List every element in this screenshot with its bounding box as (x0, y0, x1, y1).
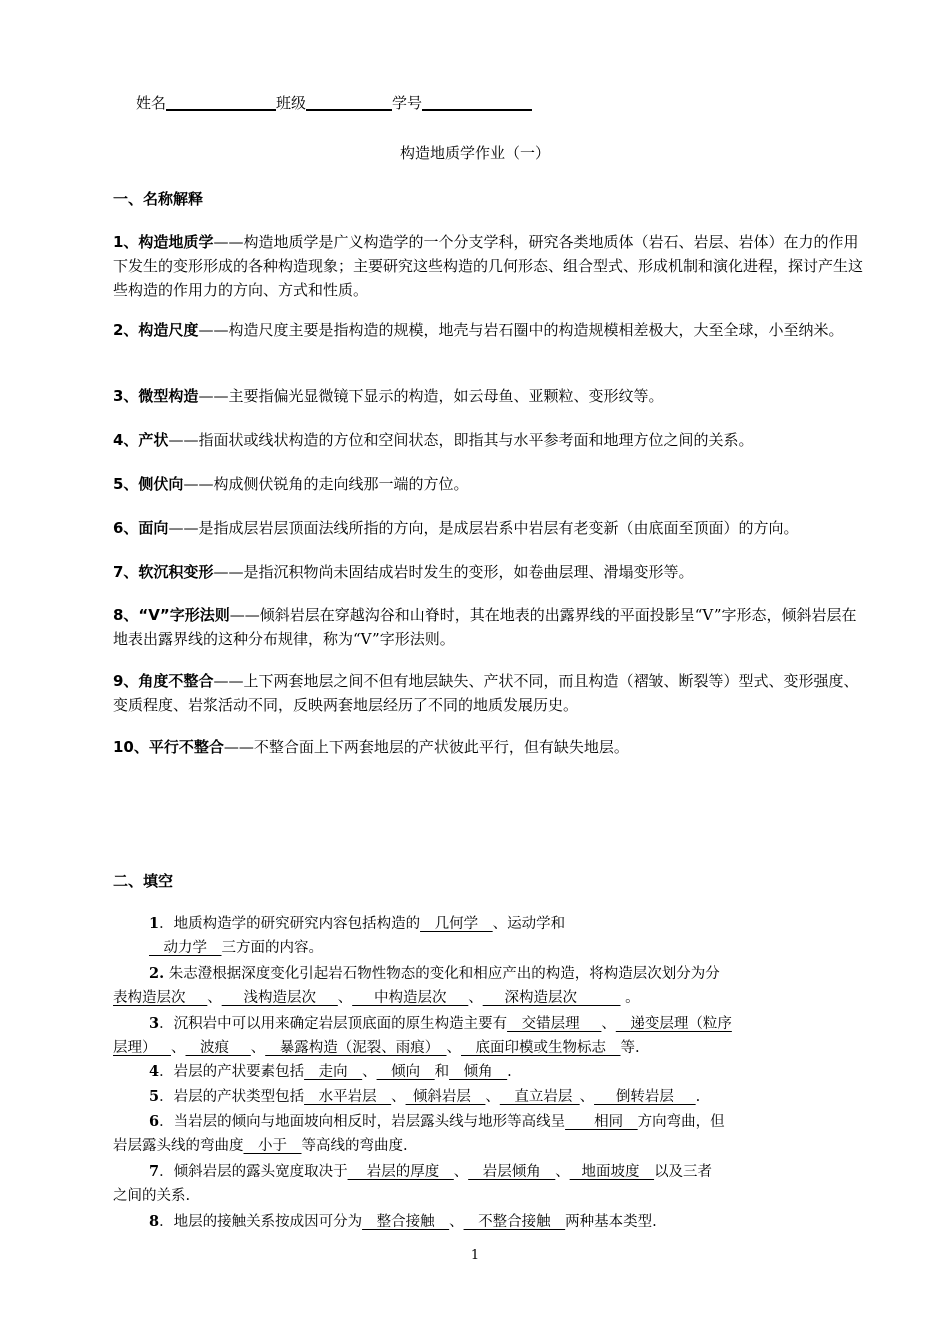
question-text: 、 (468, 990, 483, 1006)
definition-entry (113, 472, 863, 496)
answer-blank[interactable]: __ 岩层的厚度__ (347, 1164, 454, 1180)
fill-item-number: 8 (149, 1213, 160, 1230)
definition-term: 9、角度不整合 (113, 672, 214, 690)
answer-blank[interactable]: ___倒转岩层___ (594, 1089, 696, 1105)
definition-text: 构造尺度主要是指构造的规模，地壳与岩石圈中的构造规模相差极大，大至全球，小至纳米。 (228, 321, 844, 339)
definition-term: 10、平行不整合 (113, 738, 224, 756)
definition-text: 构造地质学是广义构造学的一个分支学科，研究各类地质体（岩石、岩层、岩体）在力的作用下发生的变形形成的各种构造现象；主要研究这些构造的几何形态、组合型式、形成机制和演化进程，探讨产生这些构造的作用力的方向、方式和性质。 (113, 233, 864, 299)
question-text: 、 (207, 990, 222, 1006)
answer-blank[interactable]: 层理）__ (113, 1040, 171, 1056)
question-text: ．岩层的产状要素包括 (159, 1064, 305, 1080)
class-blank[interactable] (306, 92, 392, 111)
answer-blank[interactable]: __岩层倾角__ (468, 1164, 556, 1180)
answer-blank[interactable]: __小于__ (243, 1138, 302, 1154)
definition-term: 4、产状 (113, 431, 169, 449)
class-label: 班级 (276, 94, 307, 112)
answer-blank[interactable]: __交错层理___ (507, 1016, 602, 1032)
definition-term: 3、微型构造 (113, 387, 199, 405)
definition-text: 倾斜岩层在穿越沟谷和山脊时，其在地表的出露界线的平面投影呈“V”字形态，倾斜岩层在地表出露界线的这种分布规律，称为“V”字形法则。 (113, 606, 857, 648)
question-text: 。 (620, 990, 640, 1006)
question-text: 等高线的弯曲度. (301, 1138, 408, 1154)
question-text: 、 (485, 1089, 500, 1105)
question-text: 、 (453, 1164, 469, 1180)
definition-entry (113, 603, 863, 651)
fill-item (113, 1060, 833, 1084)
question-text: 、 (362, 1064, 377, 1080)
question-text: 等. (620, 1040, 640, 1056)
fill-item-number: 7 (149, 1163, 160, 1180)
definition-term: 8、“V”字形法则 (113, 606, 230, 624)
answer-blank[interactable]: __不整合接触__ (463, 1214, 566, 1230)
document-title: 构造地质学作业（一） (399, 144, 550, 162)
fill-item-number: 4 (149, 1063, 160, 1080)
question-text: 、 (250, 1040, 266, 1056)
answer-blank[interactable]: __倾向__ (376, 1064, 435, 1080)
question-text: ．当岩层的倾向与地面坡向相反时，岩层露头线与地形等高线呈 (159, 1114, 566, 1130)
question-text: 、 (449, 1214, 464, 1230)
definition-separator: —— (168, 519, 199, 537)
definition-term: 1、构造地质学 (113, 233, 214, 251)
student-info-line (136, 92, 532, 113)
name-label: 姓名 (136, 94, 167, 112)
fill-item-number: 3 (149, 1015, 160, 1032)
fill-item-number: 1 (149, 915, 160, 932)
fill-item (113, 912, 833, 960)
fill-item (113, 962, 833, 1010)
question-text: 两种基本类型. (565, 1214, 657, 1230)
definition-separator: —— (213, 672, 244, 690)
answer-blank[interactable]: __倾角__ (449, 1064, 508, 1080)
question-text: 、 (446, 1040, 461, 1056)
definition-text: 主要指偏光显微镜下显示的构造，如云母鱼、亚颗粒、变形纹等。 (228, 387, 664, 405)
answer-blank[interactable]: __走向__ (304, 1064, 363, 1080)
definition-entry (113, 384, 863, 408)
definition-separator: —— (198, 321, 229, 339)
fill-item (113, 1160, 833, 1208)
id-blank[interactable] (422, 92, 532, 111)
definition-separator: —— (168, 431, 199, 449)
definition-entry (113, 669, 863, 717)
fill-item-number: 5 (149, 1088, 160, 1105)
definition-text: 指面状或线状构造的方位和空间状态，即指其与水平参考面和地理方位之间的关系。 (198, 431, 754, 449)
question-text: 、 (601, 1016, 616, 1032)
fill-item (113, 1210, 833, 1234)
definition-entry (113, 560, 863, 584)
definition-separator: —— (183, 475, 214, 493)
id-label: 学号 (392, 94, 423, 112)
answer-blank[interactable]: __递变层理（粒序 (615, 1016, 732, 1032)
question-text: . (695, 1089, 701, 1105)
question-text: ．倾斜岩层的露头宽度取决于 (159, 1164, 348, 1180)
fill-item-number: 2. (149, 965, 165, 982)
definition-separator: —— (198, 387, 229, 405)
definition-separator: —— (229, 606, 260, 624)
question-text: 和 (434, 1064, 450, 1080)
question-text: 方向弯曲，但 (637, 1114, 725, 1130)
question-text: 以及三者 (654, 1164, 713, 1180)
answer-blank[interactable]: __暴露构造（泥裂、雨痕）_ (265, 1040, 447, 1056)
answer-blank[interactable]: __动力学__ (149, 940, 222, 956)
definition-entry (113, 428, 863, 452)
definition-text: 是指沉积物尚未固结成岩时发生的变形，如卷曲层理、滑塌变形等。 (243, 563, 694, 581)
answer-blank[interactable]: __直立岩层_ (499, 1089, 580, 1105)
page-number: 1 (470, 1248, 480, 1263)
definition-entry (113, 230, 863, 302)
fill-item (113, 1012, 833, 1060)
answer-blank[interactable]: ___浅构造层次___ (221, 990, 338, 1006)
answer-blank[interactable]: 表构造层次___ (113, 990, 208, 1006)
definition-entry (113, 516, 863, 540)
question-text: . (507, 1064, 512, 1080)
fill-item-number: 6 (149, 1113, 160, 1130)
answer-blank[interactable]: __整合接触__ (362, 1214, 450, 1230)
fill-item (113, 1110, 833, 1158)
answer-blank[interactable]: _ 地面坡度__ (569, 1164, 655, 1180)
question-text: ．地层的接触关系按成因可分为 (159, 1214, 363, 1230)
answer-blank[interactable]: __水平岩层__ (304, 1089, 392, 1105)
question-text: ．岩层的产状类型包括 (159, 1089, 305, 1105)
question-text: ．沉积岩中可以用来确定岩层顶底面的原生构造主要有 (159, 1016, 508, 1032)
definition-entry (113, 318, 863, 342)
answer-blank[interactable]: __几何学__ (420, 916, 493, 932)
question-text: 岩层露头线的弯曲度 (113, 1138, 244, 1154)
definition-term: 2、构造尺度 (113, 321, 199, 339)
answer-blank[interactable]: _倾斜岩层__ (405, 1089, 486, 1105)
question-text: 、 (337, 990, 353, 1006)
definition-separator: —— (213, 233, 244, 251)
answer-blank[interactable]: __底面印模或生物标志__ (461, 1040, 621, 1056)
fill-item (113, 1085, 833, 1109)
question-text: 、 (171, 1040, 186, 1056)
definition-text: 不整合面上下两套地层的产状彼此平行，但有缺失地层。 (253, 738, 629, 756)
question-text: 、 (579, 1089, 595, 1105)
question-text: 三方面的内容。 (221, 940, 323, 956)
answer-blank[interactable]: ____相同__ (565, 1114, 638, 1130)
definition-entry (113, 735, 863, 759)
definition-term: 7、软沉积变形 (113, 563, 214, 581)
question-text: 、运动学和 (492, 916, 566, 932)
definition-text: 构成侧伏锐角的走向线那一端的方位。 (213, 475, 469, 493)
name-blank[interactable] (166, 92, 276, 111)
answer-blank[interactable]: ___深构造层次______ (482, 990, 621, 1006)
definition-term: 6、面向 (113, 519, 169, 537)
question-text: 、 (555, 1164, 570, 1180)
definition-text: 上下两套地层之间不但有地层缺失、产状不同，而且构造（褶皱、断裂等）型式、变形强度、变质程度、岩浆活动不同，反映两套地层经历了不同的地质发展历史。 (113, 672, 859, 714)
definition-separator: —— (213, 563, 244, 581)
definition-text: 是指成层岩层顶面法线所指的方向，是成层岩系中岩层有老变新（由底面至顶面）的方向。 (198, 519, 799, 537)
question-text: 朱志澄根据深度变化引起岩石物性物态的变化和相应产出的构造，将构造层次划分为分 (164, 966, 720, 982)
question-text: 之间的关系. (113, 1188, 191, 1204)
definition-separator: —— (223, 738, 254, 756)
question-text: 、 (391, 1089, 406, 1105)
answer-blank[interactable]: ___中构造层次___ (352, 990, 469, 1006)
section-heading-definitions: 一、名称解释 (113, 190, 204, 208)
question-text: ．地质构造学的研究研究内容包括构造的 (159, 916, 421, 932)
section-heading-fill: 二、填空 (113, 872, 174, 890)
definition-term: 5、侧伏向 (113, 475, 184, 493)
answer-blank[interactable]: __波痕___ (185, 1040, 251, 1056)
